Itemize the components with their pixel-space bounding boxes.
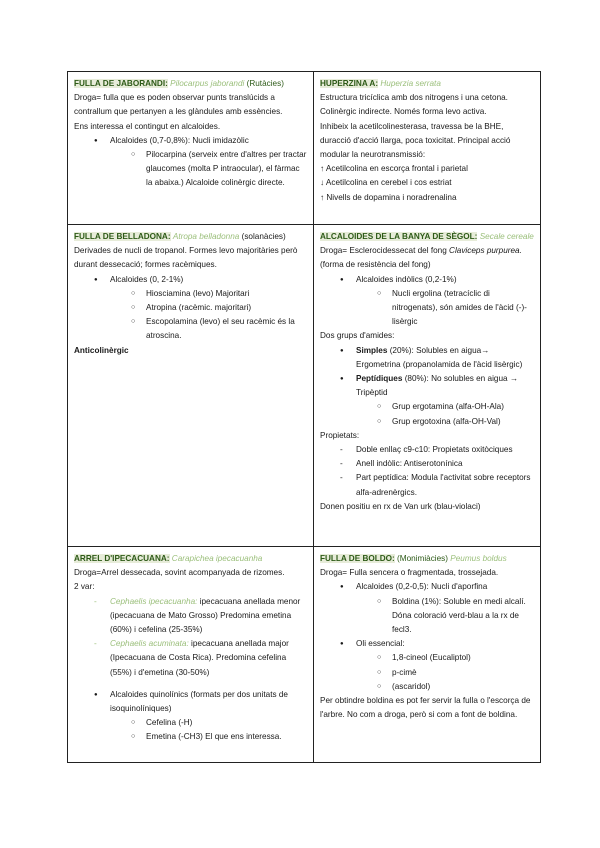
segol-heading — [320, 230, 535, 244]
belladona-item: ○ Atropina (racèmic. majoritari) — [74, 301, 308, 315]
jaborandi-heading — [74, 77, 308, 91]
ipecacuana-droga: Droga=Arrel dessecada, sovint acompanyada de rizomes. — [74, 568, 285, 578]
huperzina-line: ↑ Acetilcolina en escorça frontal i parietal — [320, 164, 468, 174]
segol-ergolina: ○ Nucli ergolina (tetracíclic di nitrogenats), són amides de l'àcid (-)-lisèrgic — [320, 287, 535, 330]
ipecacuana-var1-text: ipecacuana anellada menor (ipecacuana de Mato Grosso) Predomina emetina (60%) i cefelina (25-35%) — [110, 596, 301, 635]
segol-simples-label: Simples — [356, 345, 388, 355]
jaborandi-interes: Ens interessa el contingut en alcaloides. — [74, 121, 221, 131]
jaborandi-list — [74, 134, 308, 191]
huperzina-line: ↓ Acetilcolina en cerebel i cos estriat — [320, 178, 452, 188]
huperzina-line: Estructura tricíclica amb dos nitrogens i una cetona. — [320, 93, 508, 103]
boldo-oli-item: ○ (ascaridol) — [320, 680, 535, 694]
segol-latin: Secale cereale — [479, 232, 534, 241]
belladona-footer: Anticolinèrgic — [74, 345, 129, 355]
segol-peptidics — [320, 372, 535, 400]
segol-grups: Dos grups d'amides: — [320, 331, 395, 341]
huperzina-title: HUPERZINA A: — [320, 79, 379, 88]
huperzina-line: ↑ Nivells de dopamina i noradrenalina — [320, 192, 457, 202]
belladona-item: ○ Hiosciamina (levo) Majoritari — [74, 287, 308, 301]
boldo-oli-item: ○ p-cimè — [320, 666, 535, 680]
segol-simples-text: (20%): Solubles en aigua→ Ergometrina (propanolamida de l'àcid lisèrgic) — [356, 345, 523, 369]
notes-table — [67, 71, 541, 763]
boldo-footer: Per obtindre boldina es pot fer servir la fulla o l'escorça de l'arbre. No com a droga, però si com a font de boldina. — [320, 696, 531, 720]
huperzina-line: Colinèrgic indirecte. Només forma levo activa. — [320, 107, 487, 117]
segol-peptidic-item: ○ Grup ergotamina (alfa-OH-Ala) — [320, 400, 535, 414]
huperzina-latin: Huperzia serrata — [380, 79, 441, 88]
segol-list — [320, 273, 535, 330]
ipecacuana-var2-text: ipecacuana anellada major (Ipecacuana de Costa Rica). Predomina cefelina (55%) i d'emetina (30-50%) — [110, 639, 289, 677]
boldo-list — [320, 580, 535, 694]
jaborandi-title: FULLA DE JABORANDI: — [74, 79, 168, 88]
cell-jaborandi — [68, 72, 314, 225]
boldo-oli-item: ○ 1,8-cineol (Eucaliptol) — [320, 651, 535, 665]
segol-prop: - Doble enllaç c9-c10: Propietats oxitòciques — [320, 443, 535, 457]
segol-prop: - Anell indòlic: Antiserotonínica — [320, 457, 535, 471]
ipecacuana-alcaloides: ● Alcaloides quinolínics (formats per dos unitats de isoquinolíniques) — [74, 688, 308, 716]
belladona-item: ○ Escopolamina (levo) el seu racèmic és la atroscina. — [74, 315, 308, 343]
segol-footer: Donen positiu en rx de Van urk (blau-violaci) — [320, 501, 481, 511]
huperzina-line: Inhibeix la acetilcolinesterasa, travessa be la BHE, duracció d'acció llarga, poca toxicitat. Principal acció modular la neurotransmissió: — [320, 121, 511, 160]
segol-prop: - Part peptídica: Modula l'activitat sobre receptors alfa-adrenèrgics. — [320, 471, 535, 499]
segol-droga-latin: Claviceps purpurea. — [449, 246, 522, 256]
belladona-alcaloides: ● Alcaloides (0, 2-1%) — [74, 273, 308, 287]
cell-boldo — [314, 547, 540, 762]
segol-props — [320, 443, 535, 500]
ipecacuana-var1-latin: Cephaelis ipecacuanha: — [110, 596, 198, 606]
cell-huperzina — [314, 72, 540, 225]
boldo-alcaloides: ● Alcaloides (0,2-0,5): Nucli d'aporfina — [320, 580, 535, 594]
segol-droga-b: (forma de resistència del fong) — [320, 260, 431, 270]
segol-simples — [320, 344, 535, 372]
cell-segol — [314, 225, 540, 547]
ipecacuana-var1 — [74, 595, 308, 638]
boldo-latin: Peumus boldus — [450, 554, 507, 563]
jaborandi-alcaloides: ● Alcaloides (0,7-0,8%): Nucli imidazòlic — [74, 134, 308, 148]
boldo-family: (Monimiàcies) — [397, 554, 448, 563]
ipecacuana-title: ARREL D'IPECACUANA: — [74, 554, 170, 563]
jaborandi-family: (Rutàcies) — [246, 79, 284, 88]
jaborandi-pilocarpina: ○ Pilocarpina (serveix entre d'altres per tractar glaucomes (molta P intraocular), el fàrmac la abaixa.) Alcaloide colinèrgic directe. — [74, 148, 308, 191]
ipecacuana-var2-latin: Cephaelis acuminata: — [110, 639, 189, 649]
boldo-oli: ● Oli essencial: — [320, 637, 535, 651]
segol-alcaloides: ● Alcaloides indòlics (0,2-1%) — [320, 273, 535, 287]
segol-peptidic-item: ○ Grup ergotoxina (alfa-OH-Val) — [320, 415, 535, 429]
cell-belladona — [68, 225, 314, 547]
segol-droga — [320, 244, 535, 272]
boldo-boldina: ○ Boldina (1%): Soluble en medi alcalí. Dóna coloració verd-blau a la rx de fecl3. — [320, 595, 535, 638]
ipecacuana-var: 2 var: — [74, 582, 95, 592]
ipecacuana-list — [74, 688, 308, 745]
belladona-desc: Derivades de nucli de tropanol. Formes levo majoritàries però durant dessecació; formes racèmiques. — [74, 246, 298, 270]
boldo-title: FULLA DE BOLDO: — [320, 554, 395, 563]
segol-droga-a: Droga= Esclerocidessecat del fong — [320, 246, 447, 256]
belladona-latin: Atropa belladonna — [172, 232, 240, 241]
segol-peptidics-label: Peptídiques — [356, 374, 403, 384]
ipecacuana-heading — [74, 552, 308, 566]
ipecacuana-vars — [74, 595, 308, 680]
boldo-droga: Droga= Fulla sencera o fragmentada, trossejada. — [320, 568, 499, 578]
segol-propietats: Propietats: — [320, 430, 360, 440]
belladona-title: FULLA DE BELLADONA: — [74, 232, 171, 241]
cell-ipecacuana — [68, 547, 314, 762]
ipecacuana-item: ○ Cefelina (-H) — [74, 716, 308, 730]
belladona-list — [74, 273, 308, 344]
ipecacuana-var2 — [74, 637, 308, 680]
ipecacuana-item: ○ Emetina (-CH3) El que ens interessa. — [74, 730, 308, 744]
jaborandi-latin: Pilocarpus jaborandi — [170, 79, 245, 88]
segol-amides — [320, 344, 535, 429]
segol-title: ALCALOIDES DE LA BANYA DE SÈGOL: — [320, 232, 478, 241]
huperzina-heading — [320, 77, 535, 91]
belladona-family: (solanàcies) — [241, 232, 286, 241]
segol-peptidics-text: (80%): No solubles en aigua → Tripèptid — [356, 374, 519, 398]
belladona-heading — [74, 230, 308, 244]
ipecacuana-latin: Carapichea ipecacuanha — [171, 554, 263, 563]
boldo-heading — [320, 552, 535, 566]
jaborandi-droga: Droga= fulla que es poden observar punts translúcids a contrallum que pertanyen a les glàndules amb essències. — [74, 93, 283, 117]
